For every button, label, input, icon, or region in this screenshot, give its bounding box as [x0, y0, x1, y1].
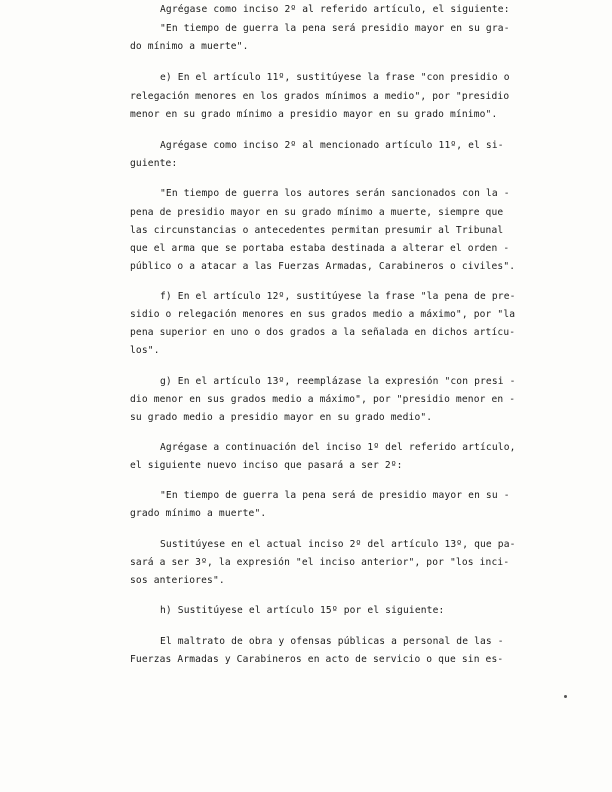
text-line: "En tiempo de guerra la pena será de presidio mayor en su - [160, 490, 510, 501]
text-line: "En tiempo de guerra la pena será presidio mayor en su gra- [160, 23, 510, 34]
text-line: que el arma que se portaba estaba destinada a alterar el orden - [130, 243, 510, 254]
text-line: dio menor en sus grados medio a máximo", por "presidio menor en - [130, 394, 516, 405]
text-line: su grado medio a presidio mayor en su grado medio". [130, 412, 433, 423]
text-line: público o a atacar a las Fuerzas Armadas, Carabineros o civiles". [130, 261, 516, 272]
text-line: Fuerzas Armadas y Carabineros en acto de servicio o que sin es- [130, 654, 504, 665]
text-line: el siguiente nuevo inciso que pasará a ser 2º: [130, 460, 403, 471]
text-line: "En tiempo de guerra los autores serán sancionados con la - [160, 188, 510, 199]
text-line: sos anteriores". [130, 575, 225, 586]
text-line: menor en su grado mínimo a presidio mayor en su grado mínimo". [130, 109, 498, 120]
text-line: relegación menores en los grados mínimos a medio", por "presidio [130, 91, 510, 102]
text-line: g) En el artículo 13º, reemplázase la expresión "con presi - [160, 376, 516, 387]
scan-speck [564, 695, 567, 698]
text-line: guiente: [130, 158, 178, 169]
text-line: pena de presidio mayor en su grado mínimo a muerte, siempre que [130, 207, 504, 218]
text-line: los". [130, 345, 160, 356]
text-line: sidio o relegación menores en sus grados medio a máximo", por "la [130, 309, 516, 320]
text-line: Agrégase como inciso 2º al mencionado artículo 11º, el si- [160, 140, 504, 151]
text-line: grado mínimo a muerte". [130, 508, 267, 519]
text-line: las circunstancias o antecedentes permitan presumir al Tribunal [130, 225, 504, 236]
text-line: El maltrato de obra y ofensas públicas a personal de las - [160, 636, 504, 647]
text-line: Agrégase a continuación del inciso 1º del referido artículo, [160, 442, 516, 453]
text-line: pena superior en uno o dos grados a la señalada en dichos artícu- [130, 327, 516, 338]
text-line: e) En el artículo 11º, sustitúyese la frase "con presidio o [160, 72, 510, 83]
text-line: f) En el artículo 12º, sustitúyese la frase "la pena de pre- [160, 291, 516, 302]
text-line: do mínimo a muerte". [130, 41, 249, 52]
text-line: Agrégase como inciso 2º al referido artículo, el siguiente: [160, 4, 510, 15]
text-line: h) Sustitúyese el artículo 15º por el siguiente: [160, 605, 445, 616]
text-line: sará a ser 3º, la expresión "el inciso anterior", por "los inci- [130, 557, 510, 568]
text-line: Sustitúyese en el actual inciso 2º del artículo 13º, que pa- [160, 539, 516, 550]
